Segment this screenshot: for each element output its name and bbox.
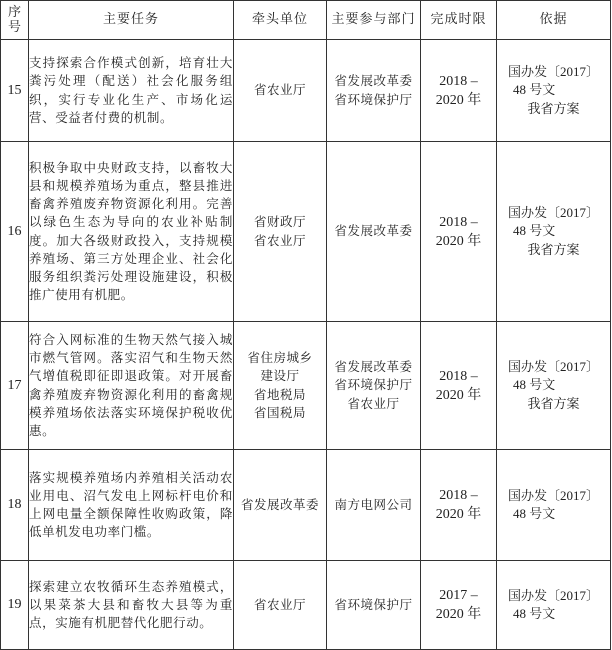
deadline: 2017 – 2020 年	[421, 561, 497, 650]
task-description: 积极争取中央财政支持，以畜牧大县和规模养殖场为重点，整县推进畜禽养殖废弃物资源化利用。完善以绿色生态为导向的农业补贴制度。加大各级财政投入，支持规模养殖场、第三方处理企业、社会化服务组织粪污处理设施建设，积极推广使用有机肥。	[29, 142, 234, 322]
participating-departments: 省环境保护厅	[327, 561, 421, 650]
table-row	[1, 561, 611, 650]
table-row	[1, 40, 611, 142]
table-row	[1, 142, 611, 322]
basis: 国办发〔2017〕 48 号文 我省方案	[497, 40, 611, 142]
deadline: 2018 – 2020 年	[421, 322, 497, 450]
basis: 国办发〔2017〕 48 号文 我省方案	[497, 142, 611, 322]
lead-unit: 省农业厅	[234, 561, 327, 650]
participating-departments: 南方电网公司	[327, 450, 421, 561]
row-number: 15	[1, 40, 29, 142]
basis: 国办发〔2017〕 48 号文	[497, 561, 611, 650]
header-row	[1, 1, 611, 40]
lead-unit: 省农业厅	[234, 40, 327, 142]
deadline: 2018 – 2020 年	[421, 40, 497, 142]
deadline: 2018 – 2020 年	[421, 142, 497, 322]
participating-departments: 省发展改革委 省环境保护厅 省农业厅	[327, 322, 421, 450]
table-row	[1, 450, 611, 561]
lead-unit: 省发展改革委	[234, 450, 327, 561]
row-number: 18	[1, 450, 29, 561]
header-deadline: 完成时限	[421, 1, 497, 40]
task-description: 探索建立农牧循环生态养殖模式，以果菜茶大县和畜牧大县等为重点，实施有机肥替代化肥行动。	[29, 561, 234, 650]
participating-departments: 省发展改革委	[327, 142, 421, 322]
table-row	[1, 322, 611, 450]
basis: 国办发〔2017〕 48 号文 我省方案	[497, 322, 611, 450]
row-number: 17	[1, 322, 29, 450]
participating-departments: 省发展改革委 省环境保护厅	[327, 40, 421, 142]
task-description: 落实规模养殖场内养殖相关活动农业用电、沼气发电上网标杆电价和上网电量全额保障性收购政策，降低单机发电功率门槛。	[29, 450, 234, 561]
header-basis: 依据	[497, 1, 611, 40]
basis: 国办发〔2017〕 48 号文	[497, 450, 611, 561]
task-description: 符合入网标准的生物天然气接入城市燃气管网。落实沼气和生物天然气增值税即征即退政策。对开展畜禽养殖废弃物资源化利用的畜禽规模养殖场依法落实环境保护税收优惠。	[29, 322, 234, 450]
header-main-task: 主要任务	[29, 1, 234, 40]
lead-unit: 省财政厅 省农业厅	[234, 142, 327, 322]
header-lead-unit: 牵头单位	[234, 1, 327, 40]
task-description: 支持探索合作模式创新，培育壮大粪污处理（配送）社会化服务组织，实行专业化生产、市场化运营、受益者付费的机制。	[29, 40, 234, 142]
deadline: 2018 – 2020 年	[421, 450, 497, 561]
row-number: 19	[1, 561, 29, 650]
header-participating-departments: 主要参与部门	[327, 1, 421, 40]
header-sequence-number: 序 号	[1, 1, 29, 40]
lead-unit: 省住房城乡 建设厅 省地税局 省国税局	[234, 322, 327, 450]
row-number: 16	[1, 142, 29, 322]
